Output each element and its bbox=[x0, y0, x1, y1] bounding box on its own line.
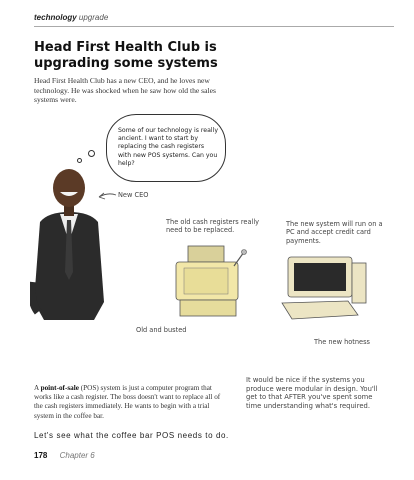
pos-term: point-of-sale bbox=[40, 384, 79, 392]
pos-paragraph bbox=[34, 384, 226, 421]
pos-after: (POS) system is just a computer program that works like a cash register. The boss doesn't want to replace all of the cash registers immediately. He wants to begin with a trial system in the coffee bar. bbox=[34, 384, 221, 420]
lets-see-line: Let's see what the coffee bar POS needs to do. bbox=[34, 431, 229, 440]
page-title: Head First Health Club is upgrading some systems bbox=[34, 40, 218, 71]
page-footer bbox=[34, 451, 95, 460]
header-light: upgrade bbox=[78, 13, 109, 22]
chapter-label: Chapter 6 bbox=[59, 451, 95, 460]
thought-dot-large bbox=[88, 150, 95, 157]
modular-note: It would be nice if the systems you produce were modular in design. You'll get to that AFTER you've spent some time understanding what's required. bbox=[246, 376, 378, 410]
running-header bbox=[34, 13, 108, 22]
pos-before: A bbox=[34, 384, 41, 392]
page-number: 178 bbox=[34, 451, 48, 460]
arrow-icon bbox=[96, 189, 118, 201]
computer-icon bbox=[278, 255, 378, 323]
thought-bubble-text: Some of our technology is really ancient. I want to start by replacing the cash registers with new POS systems. Can you help? bbox=[118, 127, 219, 167]
businessman-photo bbox=[30, 162, 108, 322]
label-old-busted: Old and busted bbox=[136, 326, 187, 334]
cash-register-icon bbox=[170, 242, 248, 322]
label-old-registers: The old cash registers really need to be replaced. bbox=[166, 218, 260, 235]
intro-paragraph: Head First Health Club has a new CEO, and he loves new technology. He was shocked when he saw how old the sales systems were. bbox=[34, 76, 216, 105]
label-new-hotness: The new hotness bbox=[314, 338, 370, 346]
header-bold: technology bbox=[34, 13, 77, 22]
header-rule bbox=[34, 26, 394, 27]
label-new-system: The new system will run on a PC and accept credit card payments. bbox=[286, 220, 383, 245]
label-new-ceo: New CEO bbox=[118, 191, 149, 199]
